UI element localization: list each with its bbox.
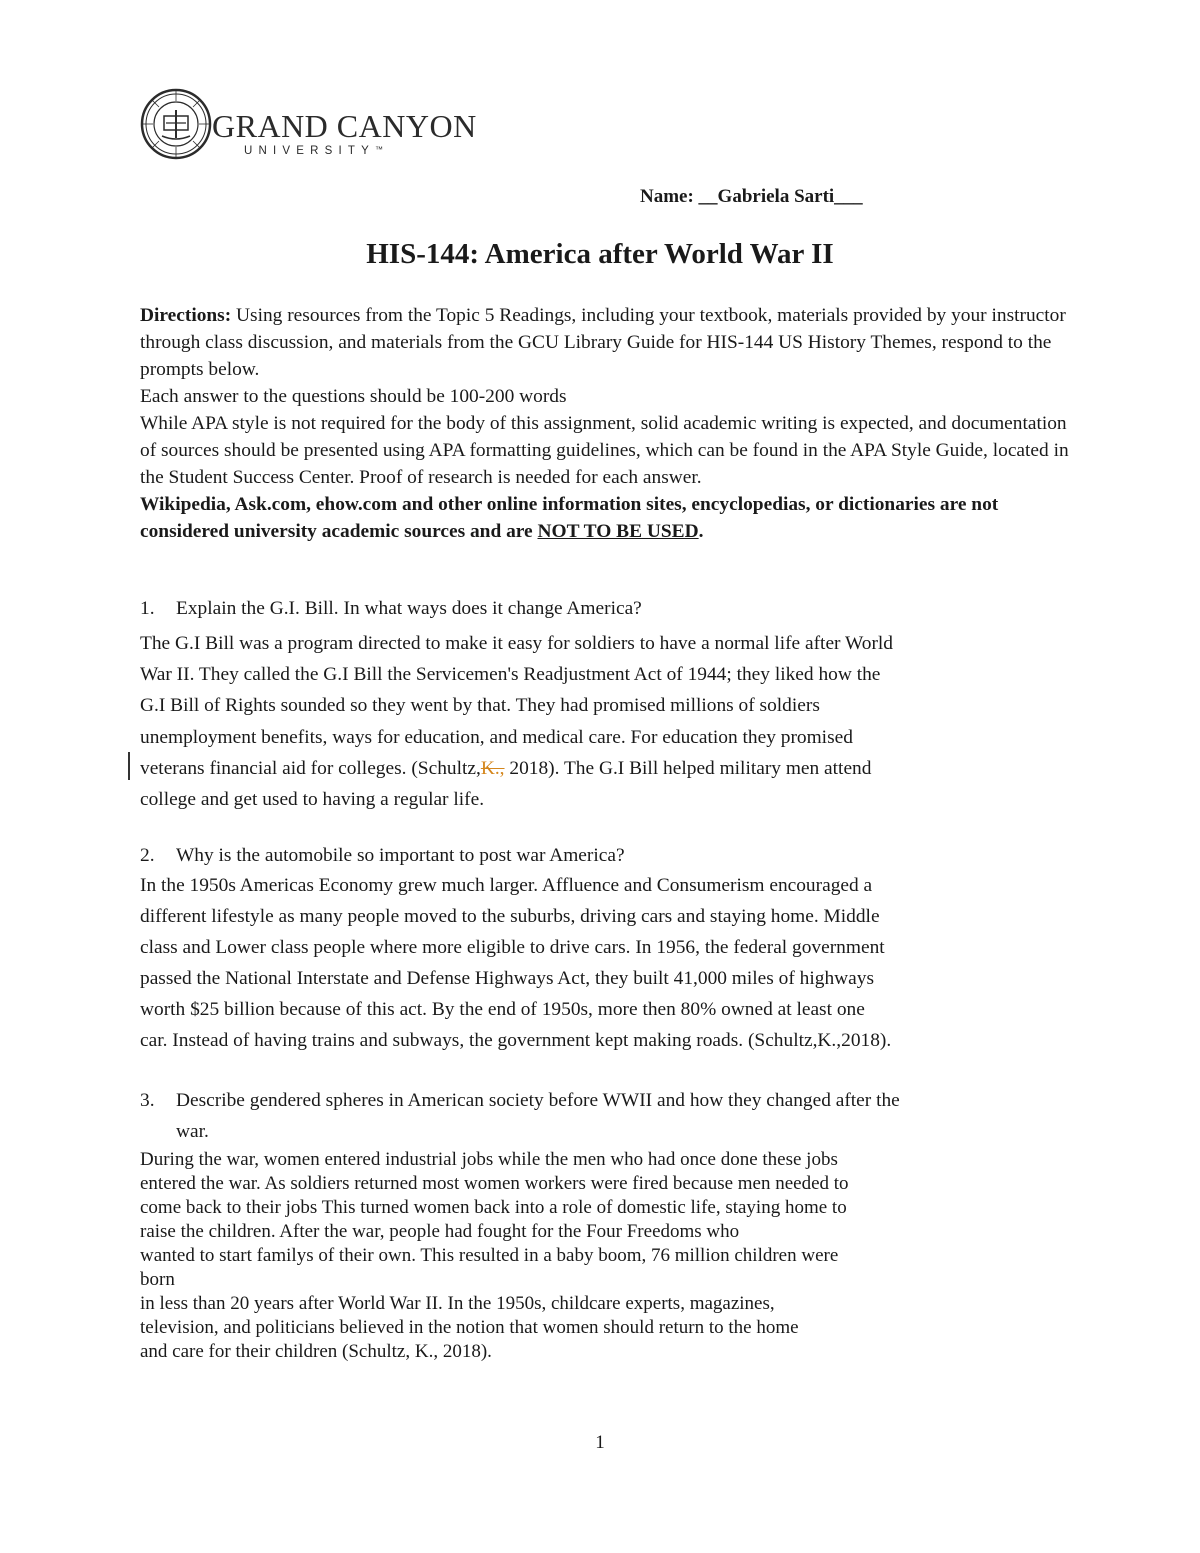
answer-line: In the 1950s Americas Economy grew much larger. Affluence and Consumerism encouraged a <box>140 875 873 896</box>
not-to-be-used-text: NOT TO BE USED <box>537 521 699 542</box>
answer-line: class and Lower class people where more eligible to drive cars. In 1956, the federal government <box>140 937 885 958</box>
answer-line: born <box>140 1269 175 1290</box>
question-2-prompt: 2. Why is the automobile so important to post war America? <box>140 845 625 866</box>
directions-warning: Wikipedia, Ask.com, ehow.com and other online information sites, encyclopedias, or dictionaries are not considered university academic sources and are NOT TO BE USED. <box>140 494 999 542</box>
answer-line: television, and politicians believed in the notion that women should return to the home <box>140 1317 799 1338</box>
answer-line: unemployment benefits, ways for education, and medical care. For education they promised <box>140 726 853 748</box>
answer-line: worth $25 billion because of this act. By the end of 1950s, more then 80% owned at least one <box>140 999 865 1020</box>
directions-block <box>140 302 1070 545</box>
answer-line: G.I Bill of Rights sounded so they went by that. They had promised millions of soldiers <box>140 695 820 717</box>
answer-line: passed the National Interstate and Defense Highways Act, they built 41,000 miles of highways <box>140 968 874 989</box>
answer-line: come back to their jobs This turned women back into a role of domestic life, staying home to <box>140 1197 847 1218</box>
answer-line: During the war, women entered industrial jobs while the men who had once done these jobs <box>140 1149 838 1170</box>
question-1-prompt: 1. Explain the G.I. Bill. In what ways does it change America? <box>140 598 642 619</box>
answer-line: in less than 20 years after World War II. In the 1950s, childcare experts, magazines, <box>140 1293 775 1314</box>
answer-line: The G.I Bill was a program directed to make it easy for soldiers to have a normal life after World <box>140 633 893 654</box>
logo-subtitle: UNIVERSITY™ <box>244 145 384 157</box>
answer-3 <box>140 1148 1070 1364</box>
page-title: HIS-144: America after World War II <box>366 238 834 270</box>
answer-line: raise the children. After the war, people had fought for the Four Freedoms who <box>140 1221 740 1242</box>
logo-wordmark: GRAND CANYON <box>212 108 477 144</box>
directions-intro: Directions: Using resources from the Topic 5 Readings, including your textbook, materials provided by your instructor through class discussion, and materials from the GCU Library Guide for HIS-144 US History Themes, respond to the prompts below. <box>140 305 1066 380</box>
university-logo <box>140 88 477 164</box>
directions-word-count: Each answer to the questions should be 100-200 words <box>140 386 567 407</box>
answer-line: War II. They called the G.I Bill the Servicemen's Readjustment Act of 1944; they liked how the <box>140 664 881 686</box>
text-cursor <box>128 752 130 780</box>
tracked-deletion: K., <box>480 757 505 779</box>
answer-line: car. Instead of having trains and subways, the government kept making roads. (Schultz,K.,2018). <box>140 1030 892 1051</box>
page-number: 1 <box>595 1432 605 1453</box>
answer-line: wanted to start familys of their own. This resulted in a baby boom, 76 million children were <box>140 1245 839 1266</box>
question-3-prompt-cont: war. <box>176 1121 209 1142</box>
question-3-prompt: 3. Describe gendered spheres in American society before WWII and how they changed after the <box>140 1090 900 1111</box>
answer-line: entered the war. As soldiers returned most women workers were fired because men needed to <box>140 1173 849 1194</box>
answer-line: different lifestyle as many people moved to the suburbs, driving cars and staying home. Middle <box>140 906 880 927</box>
university-seal-icon <box>140 88 212 160</box>
student-name: Name: __Gabriela Sarti___ <box>640 186 863 207</box>
answer-line: college and get used to having a regular life. <box>140 789 485 811</box>
answer-line: veterans financial aid for colleges. (Schultz,K., 2018). The G.I Bill helped military men attend <box>140 757 872 779</box>
directions-apa: While APA style is not required for the body of this assignment, solid academic writing is expected, and documentation of sources should be presented using APA formatting guidelines, which can be found in the APA Style Guide, located in the Student Success Center. Proof of research is needed for each answer. <box>140 413 1069 488</box>
answer-1 <box>140 628 1070 815</box>
directions-label: Directions: <box>140 305 232 326</box>
answer-2 <box>140 870 1070 1056</box>
answer-line: and care for their children (Schultz, K., 2018). <box>140 1341 492 1362</box>
